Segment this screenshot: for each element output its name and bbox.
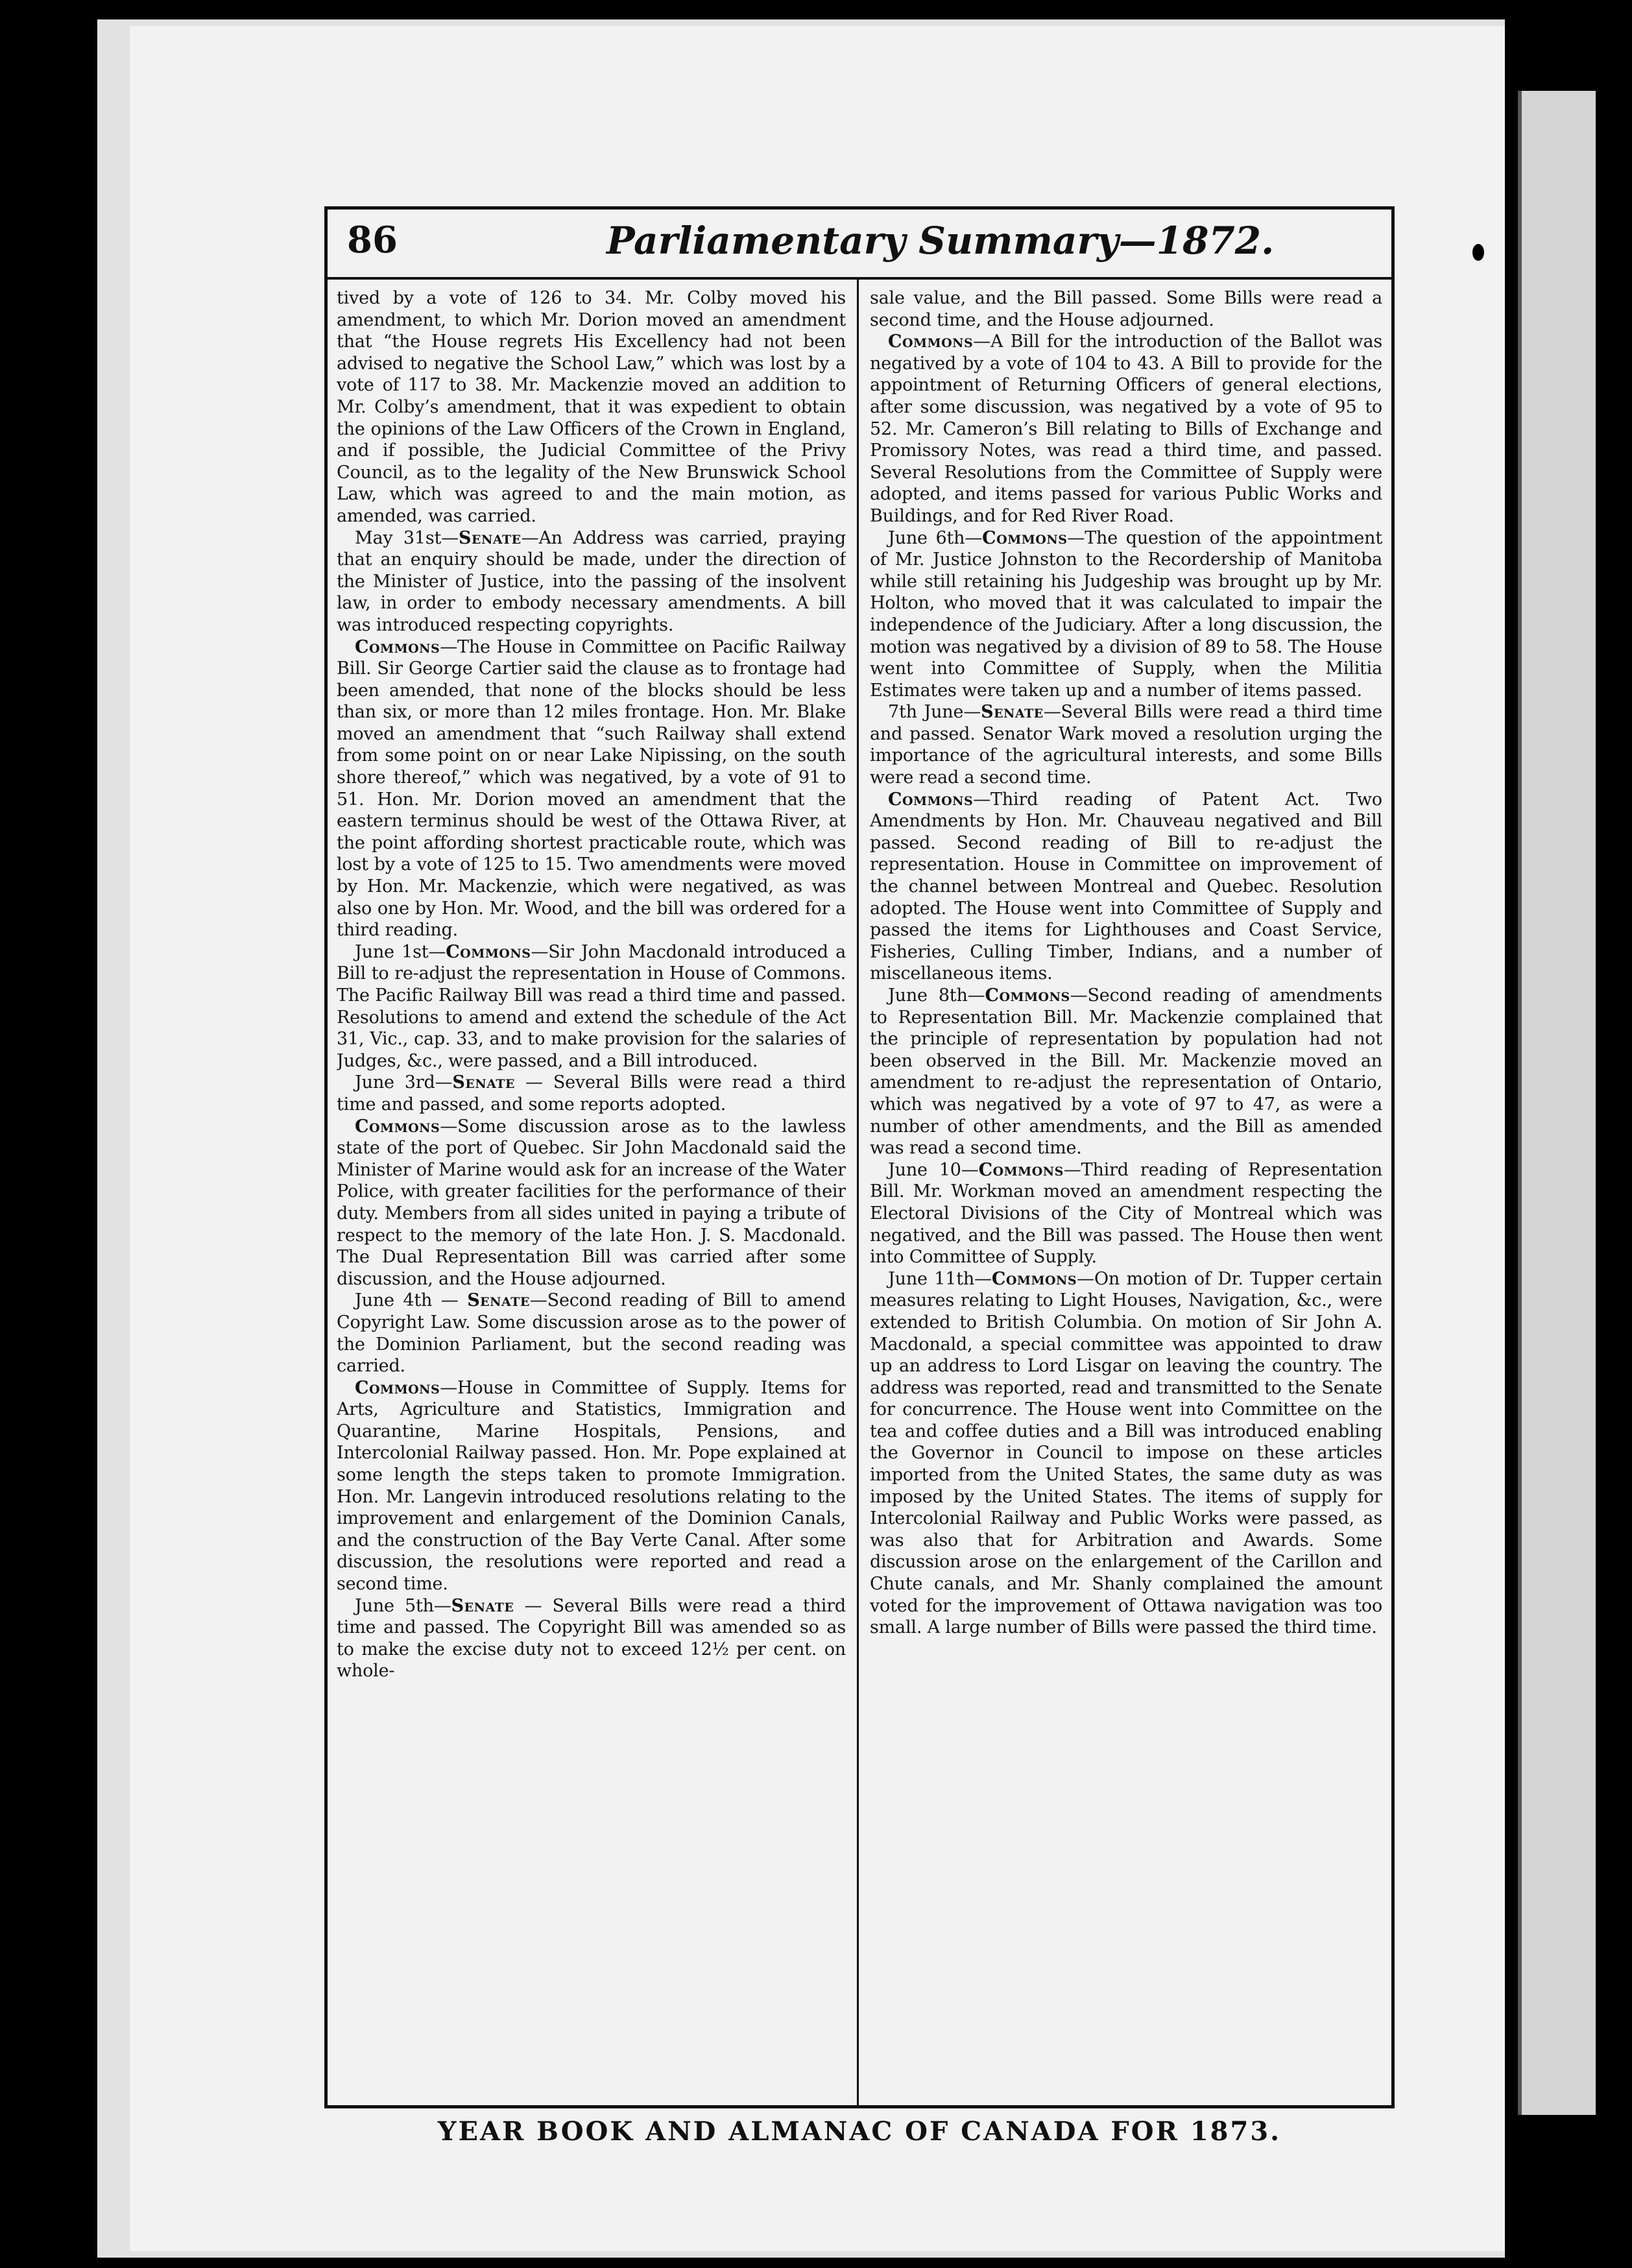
chamber-label: Commons xyxy=(355,1116,440,1137)
paragraph xyxy=(870,331,1382,527)
paragraph-text: — Several Bills were read a third time and passed. The Copyright Bill was amended so as to make the excise duty not to exceed 12½ per cent. on whole- xyxy=(337,1595,846,1682)
paragraph-date: June 8th— xyxy=(888,985,985,1006)
paragraph-text: — Several Bills were read a third time and passed, and some reports adopted. xyxy=(337,1072,846,1115)
chamber-label: Commons xyxy=(991,1268,1077,1289)
paragraph-date: June 3rd— xyxy=(355,1072,453,1093)
paragraph-date: June 1st— xyxy=(355,941,446,962)
chamber-label: Commons xyxy=(888,789,974,810)
paragraph-text: —Several Bills were read a third time and passed. Senator Wark moved a resolution urging the importance of the agricultural interests, and some Bills were read a second time. xyxy=(870,702,1382,788)
chamber-label: Senate xyxy=(981,702,1044,723)
chamber-label: Commons xyxy=(446,941,531,962)
paragraph-text: —Some discussion arose as to the lawless state of the port of Quebec. Sir John Macdonald said the Minister of Marine would ask for an increase of the Water Police, with greater facilities for the performance of their duty. Members from all sides united in paying a tribute of respect to the memory of the late Hon. J. S. Macdonald. The Dual Representation Bill was carried after some discussion, and the House adjourned. xyxy=(337,1116,846,1289)
paragraph-date: June 5th— xyxy=(355,1595,451,1616)
paragraph xyxy=(337,1290,846,1377)
paragraph-date: June 10— xyxy=(888,1159,979,1180)
paragraph-text: —Second reading of amendments to Representation Bill. Mr. Mackenzie complained that the principle of representation by population had not been observed in the Bill. Mr. Mackenzie moved an amendment to re-adjust the representation of Ontario, which was negatived by a vote of 97 to 47, as were a number of other amendments, and the Bill as amended was read a second time. xyxy=(870,985,1382,1159)
chamber-label: Senate xyxy=(467,1290,530,1311)
paragraph xyxy=(870,1268,1382,1639)
paragraph-text: —The House in Committee on Pacific Railway Bill. Sir George Cartier said the clause as to frontage had been amended, that none of the blocks should be less than six, or more than 12 miles frontage. Hon. Mr. Blake moved an amendment that “such Railway shall extend from some point on or near Lake Nipissing, on the south shore thereof,” which was negatived, by a vote of 91 to 51. Hon. Mr. Dorion moved an amendment that the eastern terminus should be west of the Ottawa River, at the point affording shortest practicable route, which was lost by a vote of 125 to 15. Two amendments were moved by Hon. Mr. Mackenzie, which were negatived, as was also one by Hon. Mr. Wood, and the bill was ordered for a third reading. xyxy=(337,636,846,941)
paragraph xyxy=(870,701,1382,788)
chamber-label: Commons xyxy=(355,1377,440,1398)
chamber-label: Commons xyxy=(978,1159,1064,1180)
paragraph-text: —Sir John Macdonald introduced a Bill to re-adjust the representation in House of Commons. The Pacific Railway Bill was read a third time and passed. Resolutions to amend and extend the schedule of the Act 31, Vic., cap. 33, and to make provision for the salaries of Judges, &c., were passed, and a Bill introduced. xyxy=(337,941,846,1071)
paragraph xyxy=(337,1116,846,1290)
paragraph-text: —On motion of Dr. Tupper certain measures relating to Light Houses, Navigation, &c., were extended to British Columbia. On motion of Sir John A. Macdonald, a special committee was appointed to draw up an address to Lord Lisgar on leaving the country. The address was reported, read and transmitted to the Senate for concurrence. The House went into Committee on the tea and coffee duties and a Bill was introduced enabling the Governor in Council to impose on these articles imported from the United States, the same duty as was imposed by the United States. The items of supply for Intercolonial Railway and Public Works were passed, as was also that for Arbitration and Awards. Some discussion arose on the enlargement of the Carillon and Chute canals, and Mr. Shanly complained the amount voted for the improvement of Ottawa navigation was too small. A large number of Bills were passed the third time. xyxy=(870,1268,1382,1638)
paragraph-date: June 6th— xyxy=(888,527,983,548)
paragraph xyxy=(337,1595,846,1682)
paragraph xyxy=(870,287,1382,331)
text-frame xyxy=(324,206,1395,2108)
paragraph-text: —Third reading of Patent Act. Two Amendments by Hon. Mr. Chauveau negatived and Bill passed. Second reading of Bill to re-adjust the representation. House in Committee on improvement of the channel between Montreal and Quebec. Resolution adopted. The House went into Committee of Supply and passed the items for Lighthouses and Coast Service, Fisheries, Culling Timber, Indians, and a number of miscellaneous items. xyxy=(870,789,1382,984)
chamber-label: Commons xyxy=(888,332,974,352)
paragraph xyxy=(870,527,1382,702)
chamber-label: Senate xyxy=(458,527,522,548)
paragraph xyxy=(337,941,846,1072)
running-title: Parliamentary Summary—1872. xyxy=(606,219,1275,263)
column-divider xyxy=(857,277,859,2105)
paragraph-date: 7th June— xyxy=(888,702,981,723)
paragraph-date: June 4th — xyxy=(355,1290,468,1311)
paragraph-text: —Third reading of Representation Bill. Mr. Workman moved an amendment respecting the Electoral Divisions of the City of Montreal which was negatived, and the Bill was passed. The House then went into Committee of Supply. xyxy=(870,1159,1382,1268)
paragraph-date: June 11th— xyxy=(888,1268,992,1289)
footer-imprint: YEAR BOOK AND ALMANAC OF CANADA FOR 1873. xyxy=(437,2116,1282,2147)
paragraph-text: —An Address was carried, praying that an enquiry should be made, under the direction of the Minister of Justice, into the passing of the insolvent law, in order to embody necessary amendments. A bill was introduced respecting copyrights. xyxy=(337,527,846,635)
paragraph xyxy=(337,527,846,636)
page-gutter-line xyxy=(1518,91,1522,2115)
paragraph-text: —A Bill for the introduction of the Ballot was negatived by a vote of 104 to 43. A Bill to provide for the appointment of Returning Officers of general elections, after some discussion, was negatived by a vote of 95 to 52. Mr. Cameron’s Bill relating to Bills of Exchange and Promissory Notes, was read a third time, and passed. Several Resolutions from the Committee of Supply were adopted, and items passed for various Public Works and Buildings, and for Red River Road. xyxy=(870,332,1382,526)
chamber-label: Commons xyxy=(982,527,1068,548)
paragraph xyxy=(337,636,846,941)
chamber-label: Commons xyxy=(985,985,1070,1006)
paragraph xyxy=(337,287,846,527)
paragraph xyxy=(337,1072,846,1115)
paragraph xyxy=(870,1159,1382,1268)
paragraph-date: May 31st— xyxy=(355,527,459,548)
chamber-label: Commons xyxy=(355,636,440,657)
paragraph xyxy=(337,1377,846,1595)
paragraph xyxy=(870,985,1382,1159)
left-column xyxy=(337,287,846,2097)
paragraph-text: sale value, and the Bill passed. Some Bills were read a second time, and the House adjourned. xyxy=(870,288,1382,330)
adjacent-page-edge xyxy=(1518,91,1596,2115)
header-rule xyxy=(328,277,1391,280)
chamber-label: Senate xyxy=(452,1072,516,1093)
page-number: 86 xyxy=(347,219,398,261)
ink-spot xyxy=(1472,244,1484,261)
paragraph-text: —The question of the appointment of Mr. Justice Johnston to the Recordership of Manitoba while still retaining his Judgeship was brought up by Mr. Holton, who moved that it was calculated to impair the independence of the Judiciary. After a long discussion, the motion was negatived by a division of 89 to 58. The House went into Committee of Supply, when the Militia Estimates were taken up and a number of items passed. xyxy=(870,527,1382,701)
paragraph-text: —House in Committee of Supply. Items for Arts, Agriculture and Statistics, Immigration and Quarantine, Marine Hospitals, Pensions, and Intercolonial Railway passed. Hon. Mr. Pope explained at some length the steps taken to promote Immigration. Hon. Mr. Langevin introduced resolutions relating to the improvement and enlargement of the Dominion Canals, and the construction of the Bay Verte Canal. After some discussion, the resolutions were reported and read a second time. xyxy=(337,1377,846,1595)
paragraph-text: tived by a vote of 126 to 34. Mr. Colby moved his amendment, to which Mr. Dorion moved an amendment that “the House regrets His Excellency had not been advised to negative the School Law,” which was lost by a vote of 117 to 38. Mr. Mackenzie moved an addition to Mr. Colby’s amendment, that it was expedient to obtain the opinions of the Law Officers of the Crown in England, and if possible, the Judicial Committee of the Privy Council, as to the legality of the New Brunswick School Law, which was agreed to and the main motion, as amended, was carried. xyxy=(337,288,846,526)
paragraph xyxy=(870,789,1382,985)
chamber-label: Senate xyxy=(451,1595,514,1616)
right-column xyxy=(870,287,1382,2097)
paragraph-text: —Second reading of Bill to amend Copyright Law. Some discussion arose as to the power of the Dominion Parliament, but the second reading was carried. xyxy=(337,1290,846,1377)
